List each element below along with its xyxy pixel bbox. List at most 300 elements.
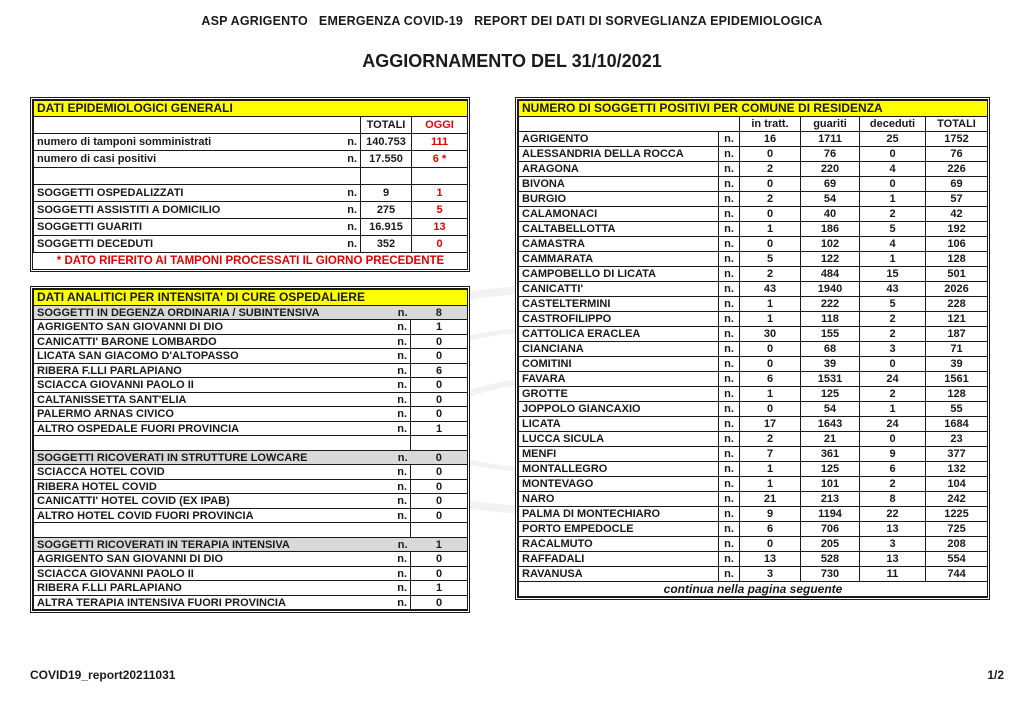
comune-name: CALTABELLOTTA [519,222,719,237]
guariti-value: 69 [801,177,860,192]
intensity-table [30,286,470,614]
guariti-value: 222 [801,297,860,312]
totali-value: 228 [926,297,988,312]
table-row [34,581,468,596]
row-label-cell [34,407,411,422]
in-tratt-value: 17 [740,417,801,432]
row-label-cell [34,581,411,596]
row-label: ALTRO OSPEDALE FUORI PROVINCIA [37,422,240,435]
right-column [515,97,990,600]
guariti-value: 205 [801,537,860,552]
continuation-row [519,582,988,597]
row-value: 6 [411,363,468,378]
general-table-title: DATI EPIDEMIOLOGICI GENERALI [34,101,468,117]
table-row [519,357,988,372]
general-table-body [34,134,468,253]
empty-header-cell [519,117,740,132]
table-row [519,207,988,222]
n-abbrev: n. [719,432,740,447]
totali-value: 9 [361,185,412,202]
row-label: ALTRO HOTEL COVID FUORI PROVINCIA [37,509,254,522]
n-abbrev: n. [719,252,740,267]
table-row [34,134,468,151]
table-row [519,162,988,177]
oggi-header: OGGI [412,117,468,134]
n-abbrev: n. [719,492,740,507]
comune-name: MENFI [519,447,719,462]
row-label-cell [34,494,411,509]
totali-value: 23 [926,432,988,447]
in-tratt-value: 0 [740,237,801,252]
comuni-table-title: NUMERO DI SOGGETTI POSITIVI PER COMUNE DI RESIDENZA [519,101,988,117]
comune-name: RAVANUSA [519,567,719,582]
oggi-value: 1 [412,185,468,202]
n-abbrev: n. [397,306,408,319]
in-tratt-value: 6 [740,522,801,537]
deceduti-value: 2 [860,477,926,492]
continuation-note: continua nella pagina seguente [519,582,988,597]
guariti-value: 706 [801,522,860,537]
row-label-cell [34,595,411,610]
oggi-value: 13 [412,219,468,236]
totali-value: 39 [926,357,988,372]
row-label: SOGGETTI ASSISTITI A DOMICILIO [37,204,221,217]
deceduti-value: 5 [860,222,926,237]
n-abbrev: n. [397,553,407,566]
totali-value [361,168,412,185]
guariti-value: 213 [801,492,860,507]
table-row [519,492,988,507]
deceduti-value: 15 [860,267,926,282]
n-abbrev: n. [397,480,407,493]
comune-name: LUCCA SICULA [519,432,719,447]
table-row [519,282,988,297]
row-label: SOGGETTI RICOVERATI IN STRUTTURE LOWCARE [37,451,308,464]
comune-name: ALESSANDRIA DELLA ROCCA [519,147,719,162]
deceduti-value: 1 [860,402,926,417]
n-abbrev: n. [397,422,407,435]
n-abbrev: n. [397,582,407,595]
row-label: numero di casi positivi [37,153,157,166]
totali-value: 69 [926,177,988,192]
column-header-row [34,117,468,134]
table-row [519,552,988,567]
totali-value: 128 [926,252,988,267]
row-label-cell [34,465,411,480]
table-row [519,462,988,477]
comune-name: COMITINI [519,357,719,372]
table-row [519,252,988,267]
comune-name: CASTROFILIPPO [519,312,719,327]
comune-name: BURGIO [519,192,719,207]
table-row [34,450,468,465]
deceduti-value: 13 [860,552,926,567]
table-row [519,477,988,492]
in-tratt-value: 0 [740,177,801,192]
table-row [519,447,988,462]
row-value: 0 [411,378,468,393]
totali-value: 554 [926,552,988,567]
table-row [519,342,988,357]
table-row [34,465,468,480]
row-label: PALERMO ARNAS CIVICO [37,408,174,421]
n-abbrev: n. [719,297,740,312]
table-row [34,378,468,393]
in-tratt-value: 2 [740,162,801,177]
row-value: 0 [411,494,468,509]
row-label-cell [34,378,411,393]
n-abbrev: n. [347,238,357,251]
totali-value: 16.915 [361,219,412,236]
row-label-cell [34,537,411,552]
guariti-value: 68 [801,342,860,357]
guariti-value: 125 [801,462,860,477]
in-tratt-value: 1 [740,222,801,237]
row-label: CANICATTI' HOTEL COVID (EX IPAB) [37,495,230,508]
deceduti-header: deceduti [860,117,926,132]
intensity-table-body [34,305,468,610]
row-label: CANICATTI' BARONE LOMBARDO [37,335,217,348]
totali-value: 275 [361,202,412,219]
n-abbrev: n. [347,136,357,149]
totali-value: 42 [926,207,988,222]
in-tratt-value: 0 [740,147,801,162]
table-row [519,327,988,342]
table-row [519,222,988,237]
guariti-value: 102 [801,237,860,252]
table-row [34,151,468,168]
row-label: SOGGETTI GUARITI [37,221,143,234]
table-row [519,372,988,387]
row-label-cell [34,566,411,581]
row-label-cell [34,421,411,436]
n-abbrev: n. [719,192,740,207]
n-abbrev: n. [347,153,357,166]
in-tratt-value: 3 [740,567,801,582]
table-row [34,552,468,567]
row-label: SOGGETTI RICOVERATI IN TERAPIA INTENSIVA [37,538,290,551]
n-abbrev: n. [719,477,740,492]
n-abbrev: n. [719,207,740,222]
row-label: SOGGETTI DECEDUTI [37,238,154,251]
row-value: 1 [411,320,468,335]
row-value: 0 [411,334,468,349]
comune-name: RACALMUTO [519,537,719,552]
n-abbrev: n. [719,132,740,147]
table-row [34,219,468,236]
guariti-value: 730 [801,567,860,582]
n-abbrev: n. [719,177,740,192]
row-value: 0 [411,479,468,494]
n-abbrev: n. [719,537,740,552]
table-row [519,522,988,537]
deceduti-value: 6 [860,462,926,477]
deceduti-value: 11 [860,567,926,582]
row-label-cell [34,134,361,151]
totali-value: 242 [926,492,988,507]
row-value: 0 [411,392,468,407]
empty-header-cell [34,117,361,134]
table-title-row [519,101,988,117]
row-value: 0 [411,349,468,364]
row-label: LICATA SAN GIACOMO D'ALTOPASSO [37,350,239,363]
in-tratt-value: 5 [740,252,801,267]
deceduti-value: 0 [860,147,926,162]
table-row [519,507,988,522]
totali-value: 140.753 [361,134,412,151]
guariti-value: 484 [801,267,860,282]
table-title-row [34,289,468,305]
totali-value: 132 [926,462,988,477]
row-label-cell [34,219,361,236]
guariti-value: 39 [801,357,860,372]
left-column [30,97,470,613]
comune-name: CAMASTRA [519,237,719,252]
guariti-value: 125 [801,387,860,402]
comune-name: CAMPOBELLO DI LICATA [519,267,719,282]
row-label: SCIACCA HOTEL COVID [37,466,165,479]
table-row [34,168,468,185]
comune-name: NARO [519,492,719,507]
in-tratt-value: 30 [740,327,801,342]
table-row [34,523,468,538]
table-row [519,147,988,162]
comune-name: JOPPOLO GIANCAXIO [519,402,719,417]
oggi-value: 5 [412,202,468,219]
guariti-value: 1194 [801,507,860,522]
deceduti-value: 2 [860,312,926,327]
n-abbrev: n. [347,204,357,217]
n-abbrev: n. [719,447,740,462]
totali-value: 377 [926,447,988,462]
totali-value: 55 [926,402,988,417]
n-abbrev: n. [719,237,740,252]
totali-value: 1225 [926,507,988,522]
row-value: 0 [411,595,468,610]
table-row [34,320,468,335]
oggi-value [412,168,468,185]
row-value [411,436,468,451]
guariti-value: 528 [801,552,860,567]
oggi-value: 111 [412,134,468,151]
table-row [519,537,988,552]
comune-name: CASTELTERMINI [519,297,719,312]
totali-header: TOTALI [926,117,988,132]
totali-value: 1561 [926,372,988,387]
document-header: ASP AGRIGENTO EMERGENZA COVID-19 REPORT DEI DATI DI SORVEGLIANZA EPIDEMIOLOGICA [201,14,823,28]
deceduti-value: 3 [860,537,926,552]
deceduti-value: 8 [860,492,926,507]
guariti-value: 118 [801,312,860,327]
oggi-value: 6 * [412,151,468,168]
in-tratt-value: 7 [740,447,801,462]
n-abbrev: n. [397,509,407,522]
row-label: RIBERA F.LLI PARLAPIANO [37,364,182,377]
row-label-cell [34,236,361,253]
footer-filename: COVID19_report20211031 [30,668,176,682]
table-row [519,177,988,192]
guariti-value: 54 [801,402,860,417]
in-tratt-value: 16 [740,132,801,147]
row-value: 0 [411,407,468,422]
table-row [519,432,988,447]
in-tratt-value: 0 [740,537,801,552]
comune-name: AGRIGENTO [519,132,719,147]
in-tratt-value: 0 [740,207,801,222]
totali-value: 1752 [926,132,988,147]
comune-name: CATTOLICA ERACLEA [519,327,719,342]
totali-value: 725 [926,522,988,537]
row-label-cell [34,305,411,320]
n-abbrev: n. [397,538,408,551]
totali-value: 501 [926,267,988,282]
comune-name: CALAMONACI [519,207,719,222]
guariti-value: 40 [801,207,860,222]
deceduti-value: 43 [860,282,926,297]
guariti-value: 101 [801,477,860,492]
guariti-value: 1940 [801,282,860,297]
row-value: 0 [411,552,468,567]
table-row [34,305,468,320]
n-abbrev: n. [397,350,407,363]
comune-name: BIVONA [519,177,719,192]
table-row [34,595,468,610]
comune-name: MONTALLEGRO [519,462,719,477]
table-row [34,494,468,509]
table-row [34,407,468,422]
guariti-value: 1711 [801,132,860,147]
row-label: numero di tamponi somministrati [37,136,212,149]
guariti-value: 186 [801,222,860,237]
oggi-value: 0 [412,236,468,253]
table-row [34,537,468,552]
deceduti-value: 1 [860,192,926,207]
deceduti-value: 24 [860,417,926,432]
table-row [519,567,988,582]
row-label-cell [34,392,411,407]
general-data-table [30,97,470,272]
guariti-value: 155 [801,327,860,342]
comune-name: CANICATTI' [519,282,719,297]
n-abbrev: n. [397,364,407,377]
row-label-cell [34,168,361,185]
row-value: 1 [411,581,468,596]
n-abbrev: n. [397,408,407,421]
deceduti-value: 2 [860,327,926,342]
note-row [34,253,468,269]
table-row [34,566,468,581]
row-label-cell [34,552,411,567]
row-label: AGRIGENTO SAN GIOVANNI DI DIO [37,553,223,566]
row-value: 0 [411,566,468,581]
in-tratt-value: 0 [740,342,801,357]
deceduti-value: 5 [860,297,926,312]
n-abbrev: n. [719,162,740,177]
totali-value: 2026 [926,282,988,297]
table-row [34,392,468,407]
table-row [34,479,468,494]
comune-name: CIANCIANA [519,342,719,357]
deceduti-value: 2 [860,207,926,222]
table-row [34,334,468,349]
in-tratt-value: 1 [740,297,801,312]
n-abbrev: n. [719,522,740,537]
row-label-cell [34,185,361,202]
comune-name: RAFFADALI [519,552,719,567]
totali-value: 1684 [926,417,988,432]
in-tratt-value: 1 [740,312,801,327]
n-abbrev: n. [719,552,740,567]
n-abbrev: n. [719,372,740,387]
row-value: 1 [411,537,468,552]
comuni-table-body [519,132,988,582]
row-label: ALTRA TERAPIA INTENSIVA FUORI PROVINCIA [37,596,286,609]
n-abbrev: n. [719,567,740,582]
comune-name: CAMMARATA [519,252,719,267]
totali-value: 192 [926,222,988,237]
totali-value: 226 [926,162,988,177]
in-tratt-value: 0 [740,402,801,417]
totali-value: 17.550 [361,151,412,168]
totali-value: 208 [926,537,988,552]
n-abbrev: n. [719,147,740,162]
row-label: SCIACCA GIOVANNI PAOLO II [37,567,194,580]
row-label: RIBERA HOTEL COVID [37,480,157,493]
table-row [34,236,468,253]
n-abbrev: n. [719,267,740,282]
n-abbrev: n. [719,222,740,237]
row-value: 0 [411,508,468,523]
comune-name: LICATA [519,417,719,432]
totali-value: 71 [926,342,988,357]
n-abbrev: n. [397,495,407,508]
deceduti-value: 0 [860,357,926,372]
table-row [519,312,988,327]
row-label-cell [34,450,411,465]
deceduti-value: 13 [860,522,926,537]
table-title-row [34,101,468,117]
n-abbrev: n. [397,466,407,479]
row-label-cell [34,523,411,538]
n-abbrev: n. [719,402,740,417]
page-number: 1/2 [987,668,1004,682]
n-abbrev: n. [719,327,740,342]
comuni-table [515,97,990,600]
deceduti-value: 0 [860,432,926,447]
table-row [34,202,468,219]
table-row [519,132,988,147]
row-label: CALTANISSETTA SANT'ELIA [37,393,187,406]
intensity-table-title: DATI ANALITICI PER INTENSITA' DI CURE OSPEDALIERE [34,289,468,305]
row-label: RIBERA F.LLI PARLAPIANO [37,582,182,595]
update-title: AGGIORNAMENTO DEL 31/10/2021 [362,51,662,71]
deceduti-value: 9 [860,447,926,462]
in-tratt-value: 2 [740,192,801,207]
n-abbrev: n. [397,335,407,348]
guariti-value: 361 [801,447,860,462]
totali-value: 187 [926,327,988,342]
row-label-cell [34,349,411,364]
row-label: SOGGETTI IN DEGENZA ORDINARIA / SUBINTENSIVA [37,306,320,319]
table-row [519,267,988,282]
deceduti-value: 4 [860,237,926,252]
table-row [34,363,468,378]
in-tratt-value: 1 [740,462,801,477]
comune-name: PALMA DI MONTECHIARO [519,507,719,522]
in-tratt-value: 1 [740,477,801,492]
n-abbrev: n. [397,379,407,392]
in-tratt-value: 9 [740,507,801,522]
